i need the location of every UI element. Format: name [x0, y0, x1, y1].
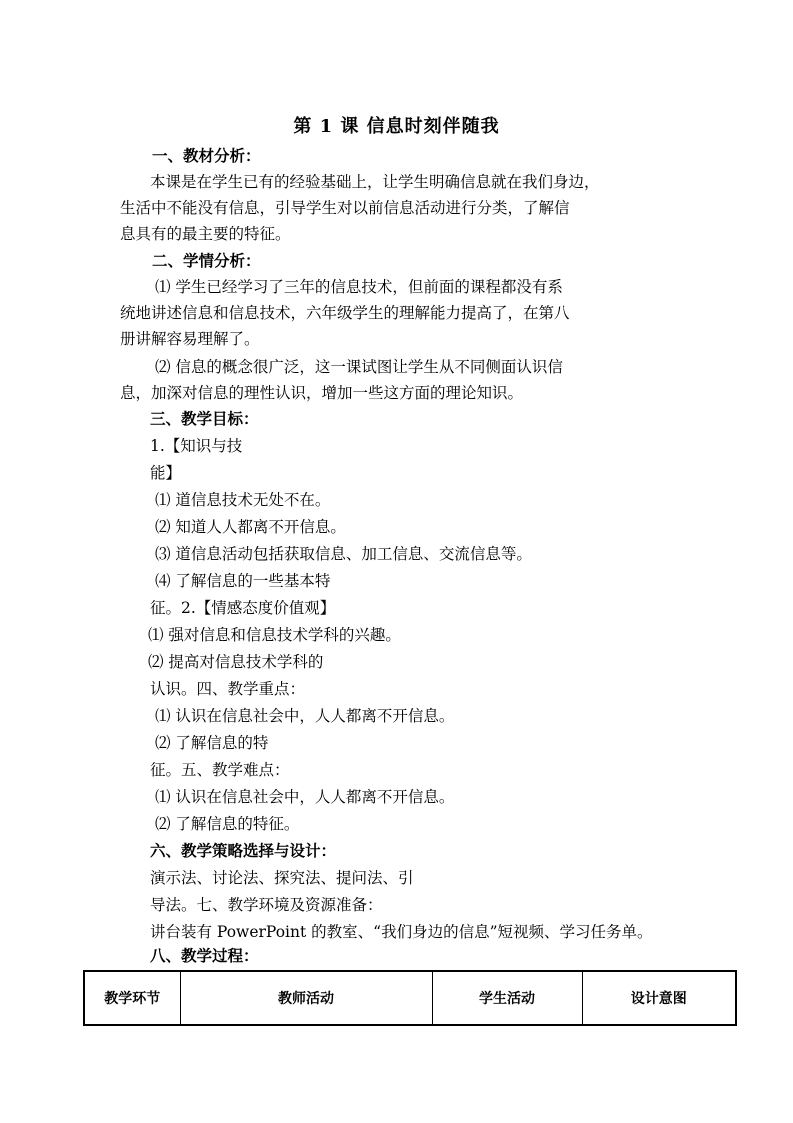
- paragraph-line: 册讲解容易理解了。: [120, 330, 260, 348]
- list-item: ⑴ 强对信息和信息技术学科的兴趣。: [148, 626, 401, 644]
- list-item: ⑴ 认识在信息社会中，人人都离不开信息。: [155, 788, 455, 806]
- paragraph-line: 息，加深对信息的理性认识，增加一些这方面的理论知识。: [120, 384, 524, 402]
- lesson-title: 第 1 课 信息时刻伴随我: [293, 116, 500, 137]
- paragraph-line: 演示法、讨论法、探究法、提问法、引: [150, 869, 414, 887]
- paragraph-line: 认识。四、教学重点：: [150, 680, 306, 698]
- paragraph-line: 本课是在学生已有的经验基础上，让学生明确信息就在我们身边，: [150, 173, 600, 191]
- section-heading-student-analysis: 二、学情分析：: [152, 251, 261, 270]
- paragraph-line: 征。2.【情感态度价值观】: [150, 599, 336, 617]
- list-item: ⑵ 了解信息的特征。: [155, 815, 300, 833]
- column-header: 设计意图: [582, 971, 736, 1025]
- paragraph-line: 1.【知识与技: [150, 437, 243, 455]
- list-item: ⑵ 提高对信息技术学科的: [148, 653, 324, 671]
- list-item: ⑶ 道信息活动包括获取信息、加工信息、交流信息等。: [155, 545, 532, 563]
- paragraph-line: ⑵ 信息的概念很广泛，这一课试图让学生从不同侧面认识信: [155, 358, 563, 376]
- paragraph-line: 息具有的最主要的特征。: [120, 225, 291, 243]
- list-item: ⑵ 了解信息的特: [155, 734, 269, 752]
- section-heading-textbook-analysis: 一、教材分析：: [152, 146, 261, 165]
- paragraph-line: 导法。七、教学环境及资源准备：: [150, 896, 383, 914]
- section-heading-strategy: 六、教学策略选择与设计：: [150, 841, 337, 860]
- paragraph-line: 能】: [150, 464, 182, 482]
- paragraph-line: 生活中不能没有信息，引导学生对以前信息活动进行分类，了解信: [120, 199, 570, 217]
- column-header: 学生活动: [432, 971, 582, 1025]
- paragraph-line: 讲台装有 PowerPoint 的教室、“我们身边的信息”短视频、学习任务单。: [150, 923, 653, 941]
- section-heading-teaching-process: 八、教学过程：: [150, 946, 259, 965]
- section-heading-teaching-goals: 三、教学目标：: [150, 409, 259, 428]
- paragraph-line: ⑴ 学生已经学习了三年的信息技术，但前面的课程都没有系: [155, 278, 563, 296]
- list-item: ⑴ 道信息技术无处不在。: [155, 491, 331, 509]
- column-header: 教师活动: [180, 971, 432, 1025]
- list-item: ⑷ 了解信息的一些基本特: [155, 572, 331, 590]
- table-header-row: [84, 971, 736, 1025]
- list-item: ⑵ 知道人人都离不开信息。: [155, 518, 346, 536]
- list-item: ⑴ 认识在信息社会中，人人都离不开信息。: [155, 707, 455, 725]
- teaching-process-table: [83, 970, 737, 1026]
- column-header: 教学环节: [84, 971, 180, 1025]
- paragraph-line: 征。五、教学难点：: [150, 761, 290, 779]
- paragraph-line: 统地讲述信息和信息技术，六年级学生的理解能力提高了，在第八: [120, 304, 570, 322]
